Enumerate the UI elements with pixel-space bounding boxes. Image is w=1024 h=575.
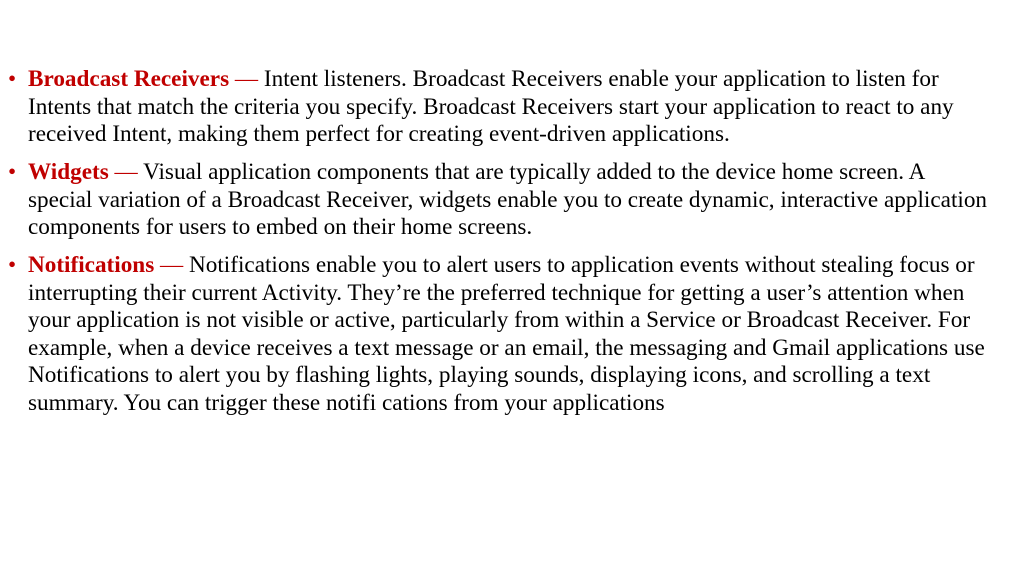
bullet-dash: — (108, 158, 144, 185)
bullet-widgets (8, 159, 993, 242)
bullet-text: Notifications enable you to alert users to application events without stealing focus or interrupting their current Activity. They’re the preferred technique for getting a user’s attention when your application is not visible or active, particularly from within a Service or Broadcast Receiver. For example, when a device receives a text message or an email, the messaging and Gmail applications use Notifications to alert you by flashing lights, playing sounds, displaying icons, and scrolling a text summary. You can trigger these notifi cations from your applications (28, 251, 985, 416)
bullet-broadcast-receivers (8, 66, 993, 149)
bullet-dot-icon: • (8, 158, 17, 185)
bullet-dash: — (154, 251, 190, 278)
bullet-dot-icon: • (8, 66, 17, 92)
bullet-text: Intent listeners. Broadcast Receivers enable your application to listen for Intents that match the criteria you specify. Broadcast Receivers start your application to react to any received Intent, making them perfect for creating event-driven applications. (28, 66, 954, 148)
bullet-term: Broadcast Receivers (28, 66, 230, 92)
bullet-term: Widgets (28, 158, 109, 185)
bullet-text: Visual application components that are typically added to the device home screen. A special variation of a Broadcast Receiver, widgets enable you to create dynamic, interactive application components for users to embed on their home screens. (28, 158, 988, 241)
bullet-notifications (8, 252, 993, 418)
bullet-dash: — (229, 66, 264, 92)
bullet-dot-icon: • (8, 251, 17, 278)
bullet-term: Notifications (28, 251, 155, 278)
bullet-list (8, 66, 993, 428)
